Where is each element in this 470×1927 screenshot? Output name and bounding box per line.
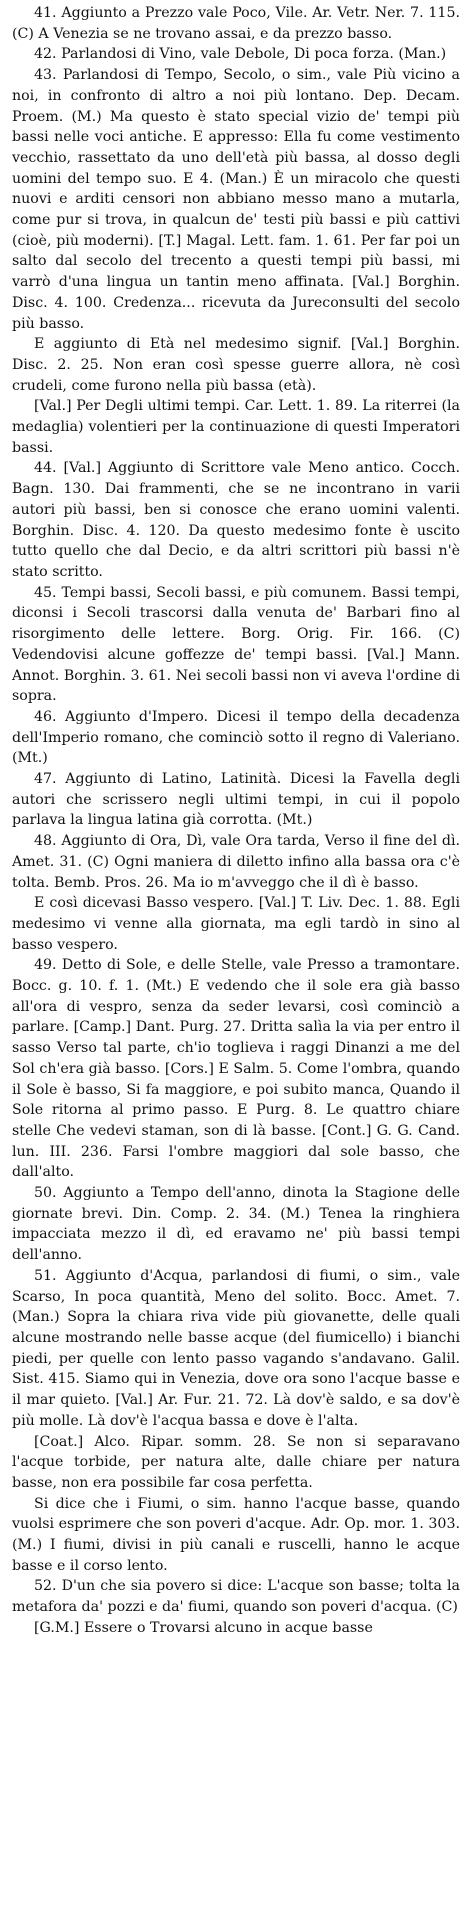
- entry-45: 45. Tempi bassi, Secoli bassi, e più comunem. Bassi tempi, diconsi i Secoli trascorsi dalla venuta de' Barbari fino al risorgimento delle lettere. Borg. Orig. Fir. 166. (C) Vedendovisi alcune goffezze de' tempi bassi. [Val.] Mann. Annot. Borghin. 3. 61. Nei secoli bassi non vi aveva l'ordine di sopra.: [12, 584, 460, 705]
- entry-43-eta: E aggiunto di Età nel medesimo signif. [Val.] Borghin. Disc. 2. 25. Non eran così spesse guerre allora, nè così crudeli, come furono nella più bassa (età).: [12, 336, 460, 394]
- entry-41: 41. Aggiunto a Prezzo vale Poco, Vile. Ar. Vetr. Ner. 7. 115. (C) A Venezia se ne trovano assai, e da prezzo basso.: [12, 5, 460, 42]
- entry-52-acque-basse: [G.M.] Essere o Trovarsi alcuno in acque basse: [34, 1619, 373, 1636]
- entry-46: 46. Aggiunto d'Impero. Dicesi il tempo della decadenza dell'Imperio romano, che cominciò sotto il regno di Valeriano. (Mt.): [12, 708, 460, 767]
- entry-50: 50. Aggiunto a Tempo dell'anno, dinota la Stagione delle giornate brevi. Din. Comp. 2. 34. (M.) Tenea la ringhiera impacciata mezzo il dì, ed eravamo ne' più bassi tempi dell'anno.: [12, 1185, 460, 1264]
- entry-49: 49. Detto di Sole, e delle Stelle, vale Presso a tramontare. Bocc. g. 10. f. 1. (Mt.) E vedendo che il sole era già basso all'ora di vespro, senza da seder levarsi, così cominciò a parlare. [Camp.] Dant. Purg. 27. Dritta salìa la via per entro il sasso Verso tal parte, ch'io toglieva i raggi Dinanzi a me del Sol ch'era già basso. [Cors.] E Salm. 5. Come l'ombra, quando il Sole è basso, Si fa maggiore, e poi subito manca, Quando il Sole ritorna al primo passo. E Purg. 8. Le quattro chiare stelle Che vedevi staman, son di là basse. [Cont.] G. G. Cand. lun. III. 236. Farsi l'ombre maggiori dal sole basso, che dall'alto.: [12, 957, 460, 1181]
- entry-48-basso-vespero: E così dicevasi Basso vespero. [Val.] T. Liv. Dec. 1. 88. Egli medesimo vi venne alla giornata, ma egli tardò in sino al basso vespero.: [12, 895, 460, 953]
- entry-42: 42. Parlandosi di Vino, vale Debole, Di poca forza. (Man.): [34, 46, 447, 63]
- entry-47: 47. Aggiunto di Latino, Latinità. Dicesi la Favella degli autori che scrissero negli ultimi tempi, in cui il popolo parlava la lingua latina già corrotta. (Mt.): [12, 771, 460, 829]
- entry-51-alco: [Coat.] Alco. Ripar. somm. 28. Se non si separavano l'acque torbide, per natura alte, dalle chiare per natura basse, non era possibile far cosa perfetta.: [12, 1433, 460, 1491]
- entry-51-fiumi: Si dice che i Fiumi, o sim. hanno l'acque basse, quando vuolsi esprimere che son poveri d'acque. Adr. Op. mor. 1. 303. (M.) I fiumi, divisi in più canali e ruscelli, hanno le acque basse e il corso lento.: [12, 1495, 460, 1574]
- entry-44: 44. [Val.] Aggiunto di Scrittore vale Meno antico. Cocch. Bagn. 130. Dai frammenti, che se ne incontrano in varii autori più bassi, ben si conosce che erano uomini valenti. Borghin. Disc. 4. 120. Da questo medesimo fonte è uscito tutto quello che dal Decio, e da altri scrittori più bassi n'è stato scritto.: [12, 460, 460, 580]
- entry-51: 51. Aggiunto d'Acqua, parlandosi di fiumi, o sim., vale Scarso, In poca quantità, Meno del solito. Bocc. Amet. 7. (Man.) Sopra la chiara riva vide più giovanette, delle quali alcune mostrando nelle basse acque (del fiumicello) i bianchi piedi, per quelle con lento passo vagando s'andavano. Galil. Sist. 415. Siamo qui in Venezia, dove ora sono l'acque basse e il mar quieto. [Val.] Ar. Fur. 21. 72. Là dov'è saldo, e sa dov'è più molle. Là dov'è l'acqua bassa e dove è l'alta.: [12, 1267, 460, 1429]
- entry-48: 48. Aggiunto di Ora, Dì, vale Ora tarda, Verso il fine del dì. Amet. 31. (C) Ogni maniera di diletto infino alla bassa ora c'è tolta. Bemb. Pros. 26. Ma io m'avveggo che il dì è basso.: [12, 833, 460, 891]
- entry-43-ultimi-tempi: [Val.] Per Degli ultimi tempi. Car. Lett. 1. 89. La riterrei (la medaglia) volentieri per la continuazione di questi Imperatori bassi.: [12, 398, 460, 456]
- entry-52: 52. D'un che sia povero si dice: L'acque son basse; tolta la metafora da' pozzi e da' fiumi, quando son poveri d'acqua. (C): [12, 1578, 460, 1616]
- entry-43: 43. Parlandosi di Tempo, Secolo, o sim., vale Più vicino a noi, in confronto di altro a noi più lontano. Dep. Decam. Proem. (M.) Ma questo è stato special vizio de' tempi più bassi nelle voci antiche. E appresso: Ella fu come vestimento vecchio, rassettato da uno dell'età più bassa, al dosso degli uomini del tempo suo. E 4. (Man.) È un miracolo che questi nuovi e arditi censori non abbiano messo mano a mutarla, come pur si trova, in qualcun de' testi più bassi e più cattivi (cioè, più moderni). [T.] Magal. Lett. fam. 1. 61. Per far poi un salto dal secolo del trecento a questi tempi più bassi, mi varrò d'una lingua un tantin meno affinata. [Val.] Borghin. Disc. 4. 100. Credenza... ricevuta da Jureconsulti del secolo più basso.: [12, 67, 460, 332]
